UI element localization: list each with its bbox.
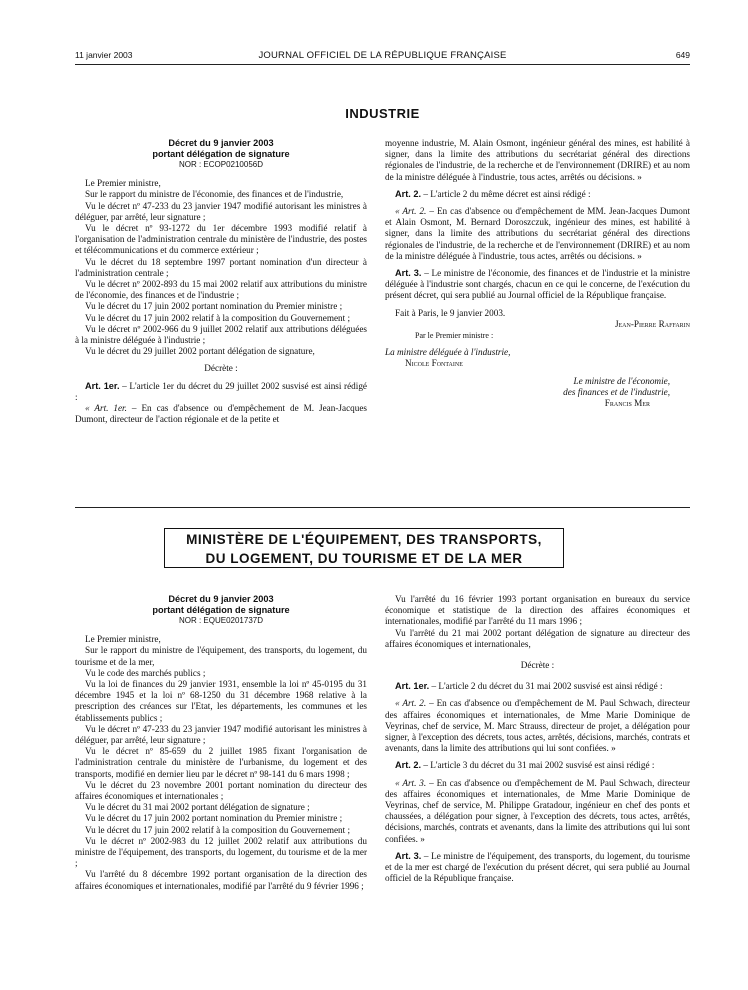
- article-quote-text: – En cas d'absence ou d'empêchement de M. Jean-Jacques Dumont, directeur de l'action régionale et de la petite et: [75, 403, 367, 425]
- article-label: Art. 2.: [395, 760, 422, 771]
- article-2: [385, 760, 690, 771]
- article-3: [385, 851, 690, 885]
- par-line: Par le Premier ministre :: [415, 331, 494, 341]
- paragraph: Sur le rapport du ministre de l'économie, des finances et de l'industrie,: [85, 189, 344, 200]
- paragraph: Vu la loi de finances du 29 janvier 1931, ensemble la loi nº 45-0195 du 31 décembre 1945 et la loi nº 68-1250 du 31 décembre 1968 relative à la prescription des créances sur l'Etat, les départements, les communes et les établissements publics ;: [75, 679, 367, 723]
- article-text: – Le ministre de l'économie, des finances et de l'industrie et la ministre déléguée à l'industrie sont chargés, chacun en ce qui le concerne, de l'exécution du présent décret, qui sera publié au Journal officiel de la République française.: [385, 268, 690, 301]
- article-text: – L'article 2 du décret du 31 mai 2002 susvisé est ainsi rédigé :: [429, 681, 663, 692]
- decrete-label: Décrète :: [520, 660, 555, 671]
- article-text: – L'article 3 du décret du 31 mai 2002 susvisé est ainsi rédigé :: [421, 760, 655, 771]
- paragraph: Vu l'arrêté du 16 février 1993 portant organisation en bureaux du service économique et statistique de la direction des affaires économiques et internationales, modifié par l'arrêté du 11 mars 1996 ;: [385, 594, 690, 627]
- signature-fontaine: Nicole Fontaine: [405, 358, 463, 369]
- ministry-heading-equipement: [164, 528, 564, 568]
- article-2-quote: [385, 778, 690, 845]
- article-quote-text: – En cas d'absence ou d'empêchement de MM. Jean-Jacques Dumont et Alain Osmont, M. Bernard Doroszczuk, ingénieur des mines, est habilité à signer, dans la limite des attributions du secrétariat général des directions régionales de l'industrie, de la recherche et de l'environnement (DRIRE) et au nom de la ministre déléguée à l'industrie, tous actes, arrêtés ou décisions. »: [385, 206, 691, 261]
- article-quote-text: – En cas d'absence ou d'empêchement de M. Paul Schwach, directeur des affaires économiques et internationales, de Mme Marie Dominique de Veyrinas, chef de service, M. Philippe Gratadour, ingénieur en chef des ponts et chaussées, a délégation pour signer, à l'exception des décrets, tous actes, arrêtés, décisions, marchés, contrats et avenants, dans la limite des attributions qui lui sont confiées. »: [385, 777, 690, 844]
- s2-left-column: [75, 594, 367, 892]
- paragraph: Vu le décret nº 2002-983 du 12 juillet 2002 relatif aux attributions du ministre de l'équipement, des transports, du logement, du tourisme et de la mer ;: [75, 835, 367, 869]
- s1-right-column: [385, 138, 690, 409]
- nor-reference: NOR : ECOP0210056D: [178, 160, 264, 169]
- decree-subtitle: portant délégation de signature: [152, 604, 290, 615]
- article-2-quote: [385, 206, 690, 262]
- paragraph: Vu le décret nº 2002-893 du 15 mai 2002 relatif aux attributions du ministre de l'économie, des finances et de l'industrie ;: [75, 279, 367, 301]
- paragraph: Vu le décret du 17 juin 2002 relatif à la composition du Gouvernement ;: [85, 824, 351, 835]
- paragraph: Vu l'arrêté du 21 mai 2002 portant délégation de signature au directeur des affaires économiques et internationales,: [385, 627, 690, 649]
- decree-title: Décret du 9 janvier 2003: [168, 138, 274, 148]
- article-1: [75, 381, 367, 403]
- article-label: Art. 2.: [395, 188, 422, 199]
- article-quote-label: « Art. 1er.: [85, 403, 127, 414]
- paragraph: Vu le décret du 17 juin 2002 relatif à la composition du Gouvernement ;: [85, 312, 351, 323]
- paragraph: Vu le décret nº 93-1272 du 1er décembre 1993 modifié relatif à l'organisation de l'administration centrale du ministère de l'industrie, des postes et télécommunications et du commerce extérieur ;: [75, 223, 367, 256]
- paragraph: Vu l'arrêté du 8 décembre 1992 portant organisation de la direction des affaires économiques et internationales, modifié par l'arrêté du 9 février 1996 ;: [75, 869, 367, 891]
- paragraph: Vu le décret du 17 juin 2002 portant nomination du Premier ministre ;: [85, 301, 343, 312]
- page-header: [75, 50, 690, 64]
- article-label: Art. 1er.: [85, 380, 120, 391]
- paragraph: Le Premier ministre,: [85, 178, 161, 189]
- paragraph: Vu le décret du 18 septembre 1997 portant nomination d'un directeur à l'administration centrale ;: [75, 256, 367, 278]
- article-text: – L'article 2 du même décret est ainsi rédigé :: [421, 188, 591, 199]
- paragraph: Vu le décret nº 85-659 du 2 juillet 1985 fixant l'organisation de l'administration centrale du ministère de l'urbanisme, du logement et des transports, modifié en dernier lieu par le décret nº 98-141 du 6 mars 1998 ;: [75, 746, 367, 779]
- article-quote-label: « Art. 2.: [395, 698, 427, 709]
- article-3: [385, 268, 690, 302]
- section-rule: [75, 507, 690, 508]
- paragraph: Vu le décret du 17 juin 2002 portant nomination du Premier ministre ;: [85, 813, 343, 824]
- done-at: Fait à Paris, le 9 janvier 2003.: [395, 307, 506, 318]
- header-rule: [75, 64, 690, 65]
- article-label: Art. 3.: [395, 850, 422, 861]
- minister2-title-line2: des finances et de l'industrie,: [563, 386, 670, 397]
- article-text: – L'article 1er du décret du 29 juillet 2002 susvisé est ainsi rédigé :: [75, 380, 367, 402]
- article-label: Art. 3.: [395, 268, 422, 279]
- signature-mer: Francis Mer: [604, 398, 650, 409]
- paragraph: Vu le décret nº 47-233 du 23 janvier 1947 modifié autorisant les ministres à déléguer, par arrêté, leur signature ;: [75, 723, 367, 746]
- decree-subtitle: portant délégation de signature: [152, 148, 290, 159]
- paragraph: Vu le code des marchés publics ;: [85, 667, 206, 678]
- article-2: [385, 189, 690, 200]
- paragraph: Sur le rapport du ministre de l'équipement, des transports, du logement, du tourisme et de la mer,: [75, 645, 367, 667]
- paragraph: Vu le décret du 31 mai 2002 portant délégation de signature ;: [85, 802, 310, 813]
- paragraph: Vu le décret du 29 juillet 2002 portant délégation de signature,: [85, 346, 315, 357]
- paragraph: Vu le décret du 23 novembre 2001 portant nomination du directeur des affaires économiques et internationales ;: [75, 779, 367, 802]
- minister2-title-line1: Le ministre de l'économie,: [573, 375, 670, 386]
- decrete-label: Décrète :: [204, 363, 238, 374]
- article-label: Art. 1er.: [395, 681, 430, 692]
- article-text: – Le ministre de l'équipement, des transports, du logement, du tourisme et de la mer est chargé de l'exécution du présent décret, qui sera publié au Journal officiel de la République française.: [385, 850, 690, 884]
- article-quote-text: – En cas d'absence ou d'empêchement de M. Paul Schwach, directeur des affaires économiques et internationales, de Mme Marie Dominique de Veyrinas, chef de service, M. Marc Strauss, directeur de projet, a délégation pour signer, à l'exception des décrets, tous actes, arrêtés, décisions, marchés, contrats et avenants, dans la limite des attributions qui lui sont confiées. »: [385, 698, 690, 754]
- paragraph: Vu le décret nº 2002-966 du 9 juillet 2002 relatif aux attributions déléguées à la ministre déléguée à l'industrie ;: [75, 323, 367, 346]
- header-date: 11 janvier 2003: [75, 50, 133, 60]
- article-quote-label: « Art. 2.: [395, 206, 427, 217]
- paragraph-continued: moyenne industrie, M. Alain Osmont, ingénieur général des mines, est habilité à signer, dans la limite des attributions du secrétariat général des directions régionales de l'industrie, de la recherche et de l'environnement (DRIRE) et au nom de la ministre déléguée à l'industrie, tous actes, arrêtés ou décisions. »: [385, 138, 690, 182]
- journal-title: JOURNAL OFFICIEL DE LA RÉPUBLIQUE FRANÇAISE: [258, 50, 507, 61]
- minister-title: La ministre déléguée à l'industrie,: [385, 347, 511, 358]
- ministry-line-1: MINISTÈRE DE L'ÉQUIPEMENT, DES TRANSPORTS,: [186, 532, 542, 547]
- signature-premier: Jean-Pierre Raffarin: [614, 318, 690, 329]
- ministry-line-2: DU LOGEMENT, DU TOURISME ET DE LA MER: [205, 551, 523, 566]
- article-quote-label: « Art. 3.: [395, 777, 427, 788]
- article-1: [385, 681, 690, 692]
- s1-left-column: [75, 138, 367, 425]
- article-1-quote: [75, 403, 367, 425]
- s2-right-column: [385, 594, 690, 884]
- ministry-heading-industrie: INDUSTRIE: [345, 106, 420, 121]
- paragraph: Le Premier ministre,: [85, 634, 161, 645]
- nor-reference: NOR : EQUE0201737D: [178, 616, 264, 625]
- article-1-quote: [385, 698, 690, 754]
- decree-title: Décret du 9 janvier 2003: [168, 594, 274, 604]
- paragraph: Vu le décret nº 47-233 du 23 janvier 1947 modifié autorisant les ministres à déléguer, par arrêté, leur signature ;: [75, 200, 367, 222]
- page-number: 649: [675, 50, 690, 60]
